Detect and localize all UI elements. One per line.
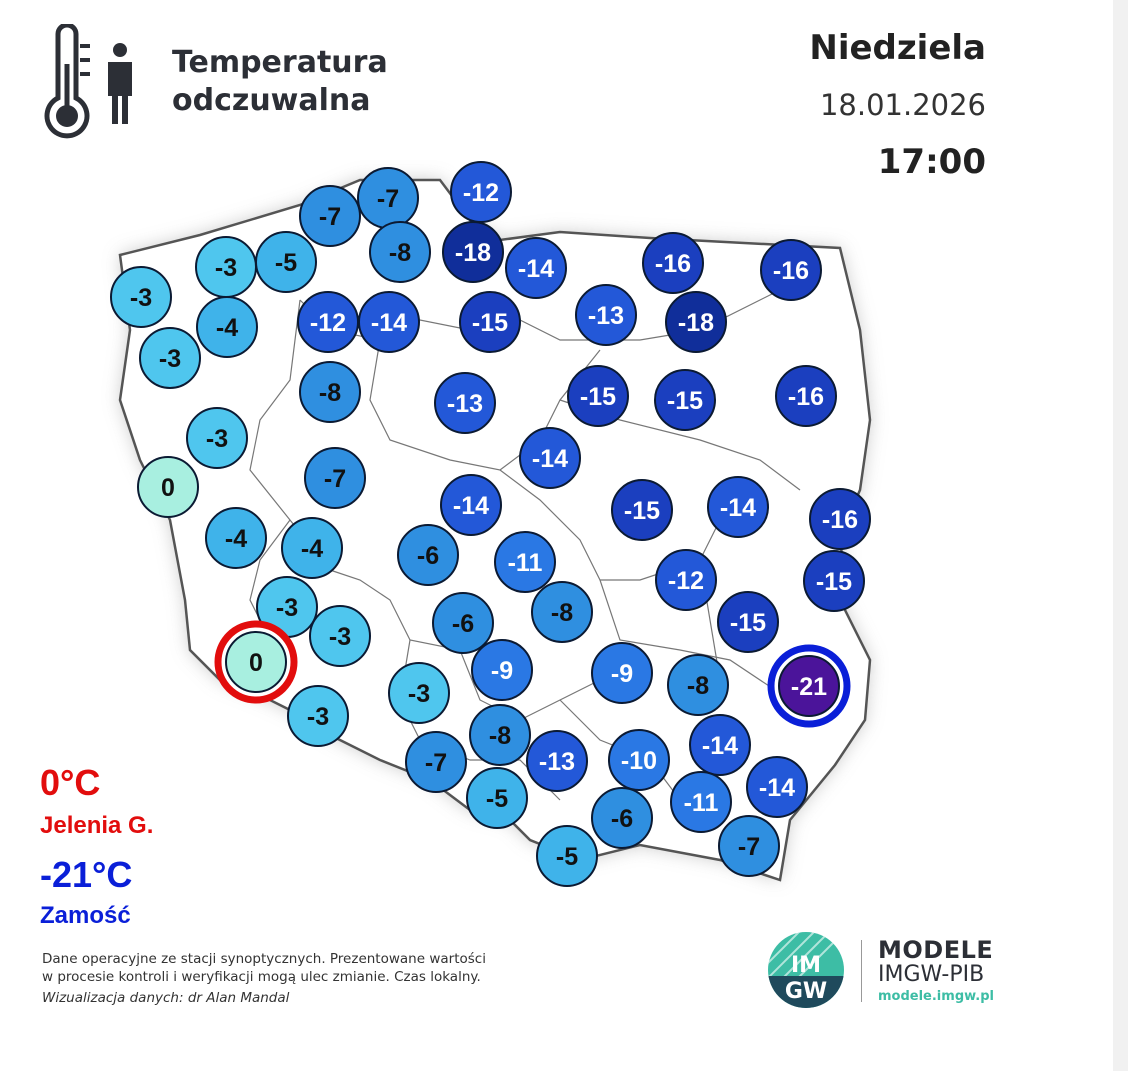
logo-text-top: IM [790, 953, 822, 978]
station-value: -14 [370, 309, 408, 337]
station-marker [527, 731, 587, 791]
station-marker [612, 480, 672, 540]
station-value: -3 [407, 680, 431, 708]
data-disclaimer [42, 950, 486, 986]
station-value: -7 [318, 203, 342, 231]
station-value: -3 [205, 425, 229, 453]
station-marker [810, 489, 870, 549]
brand-name: MODELE [878, 936, 994, 964]
station-marker [467, 768, 527, 828]
title-line-2: odczuwalna [172, 83, 371, 118]
station-marker [398, 525, 458, 585]
station-value: -7 [737, 833, 761, 861]
station-value: -14 [452, 492, 490, 520]
disclaimer-line-2: w procesie kontroli i weryfikacji mogą ulec zmianie. Czas lokalny. [42, 969, 481, 985]
station-value: -3 [275, 594, 299, 622]
station-value: -6 [451, 610, 475, 638]
station-value: -12 [462, 179, 500, 207]
station-value: -8 [550, 599, 574, 627]
station-value: -6 [610, 805, 634, 833]
station-marker [671, 772, 731, 832]
station-marker [305, 448, 365, 508]
station-marker [288, 686, 348, 746]
station-marker [718, 592, 778, 652]
station-value: -4 [300, 535, 324, 563]
station-marker [140, 328, 200, 388]
station-value: -9 [610, 660, 634, 688]
station-value: -15 [579, 383, 617, 411]
day-of-week: Niedziela [809, 28, 986, 68]
logo-divider [861, 940, 862, 1002]
station-marker [358, 168, 418, 228]
station-value: -7 [424, 749, 448, 777]
station-marker [300, 186, 360, 246]
disclaimer-line-1: Dane operacyjne ze stacji synoptycznych. Prezentowane wartości [42, 951, 486, 967]
station-value: -3 [158, 345, 182, 373]
station-marker [206, 508, 266, 568]
station-marker [609, 730, 669, 790]
station-marker [472, 640, 532, 700]
station-marker [495, 532, 555, 592]
station-marker [520, 428, 580, 488]
station-marker [592, 788, 652, 848]
station-value: -3 [214, 254, 238, 282]
station-value: -16 [654, 250, 692, 278]
station-value: -14 [517, 255, 555, 283]
station-value: -15 [729, 609, 767, 637]
station-value: -15 [666, 387, 704, 415]
station-marker [470, 705, 530, 765]
station-marker [300, 362, 360, 422]
station-value: -8 [488, 722, 512, 750]
station-marker [359, 292, 419, 352]
station-marker [111, 267, 171, 327]
station-value: -13 [538, 748, 576, 776]
min-temperature: -21°C [40, 854, 133, 895]
date: 18.01.2026 [819, 88, 986, 122]
station-marker [282, 518, 342, 578]
station-marker [460, 292, 520, 352]
station-value: -18 [454, 239, 492, 267]
scrollbar[interactable] [1113, 0, 1128, 1071]
station-marker [435, 373, 495, 433]
station-marker [537, 826, 597, 886]
station-value: -16 [821, 506, 859, 534]
station-marker [690, 715, 750, 775]
station-value: 0 [249, 649, 263, 677]
station-marker [568, 366, 628, 426]
station-value: -13 [446, 390, 484, 418]
station-value: -5 [485, 785, 509, 813]
logo-text-bottom: GW [784, 979, 828, 1004]
brand-org: IMGW-PIB [878, 962, 985, 987]
station-marker [506, 238, 566, 298]
max-temperature: 0°C [40, 762, 101, 803]
station-value: -4 [224, 525, 248, 553]
imgw-logo [766, 930, 846, 1010]
station-marker [441, 475, 501, 535]
station-value: -3 [328, 623, 352, 651]
min-temperature-city: Zamość [40, 902, 131, 929]
station-value: -3 [129, 284, 153, 312]
station-value: -14 [758, 774, 796, 802]
station-value: -7 [323, 465, 347, 493]
station-marker [406, 732, 466, 792]
station-value: -8 [318, 379, 342, 407]
station-value: -5 [555, 843, 579, 871]
station-value: -4 [215, 314, 239, 342]
station-value: -14 [701, 732, 739, 760]
station-marker [747, 757, 807, 817]
station-marker [668, 655, 728, 715]
brand-url[interactable]: modele.imgw.pl [878, 989, 994, 1004]
station-marker [443, 222, 503, 282]
station-marker [196, 237, 256, 297]
station-value: -11 [683, 789, 719, 817]
station-value: -8 [686, 672, 710, 700]
station-value: -10 [620, 747, 658, 775]
title-line-1: Temperatura [172, 45, 388, 80]
time: 17:00 [877, 142, 986, 182]
station-value: -21 [790, 673, 828, 701]
station-value: -6 [416, 542, 440, 570]
station-value: -18 [677, 309, 715, 337]
station-marker [776, 366, 836, 426]
station-marker [761, 240, 821, 300]
station-marker [708, 477, 768, 537]
station-marker [643, 233, 703, 293]
station-marker [719, 816, 779, 876]
station-marker [197, 297, 257, 357]
station-value: -9 [490, 657, 514, 685]
station-value: -12 [667, 567, 705, 595]
station-marker [370, 222, 430, 282]
station-value: -16 [787, 383, 825, 411]
station-value: -13 [587, 302, 625, 330]
station-value: 0 [161, 474, 175, 502]
station-marker [655, 370, 715, 430]
station-value: -14 [719, 494, 757, 522]
station-marker [592, 643, 652, 703]
station-value: -7 [376, 185, 400, 213]
station-marker [187, 408, 247, 468]
station-value: -15 [815, 568, 853, 596]
station-value: -12 [309, 309, 347, 337]
station-marker [804, 551, 864, 611]
station-value: -15 [471, 309, 509, 337]
station-value: -11 [507, 549, 543, 577]
station-value: -8 [388, 239, 412, 267]
station-marker [138, 457, 198, 517]
station-marker [256, 232, 316, 292]
station-value: -15 [623, 497, 661, 525]
station-value: -3 [306, 703, 330, 731]
max-temperature-city: Jelenia G. [40, 812, 154, 839]
station-marker [576, 285, 636, 345]
station-marker [218, 624, 294, 700]
station-marker [310, 606, 370, 666]
station-marker [389, 663, 449, 723]
station-marker [451, 162, 511, 222]
station-marker [656, 550, 716, 610]
station-marker [771, 648, 847, 724]
station-value: -14 [531, 445, 569, 473]
station-value: -5 [274, 249, 298, 277]
station-marker [433, 593, 493, 653]
station-marker [298, 292, 358, 352]
station-value: -16 [772, 257, 810, 285]
station-marker [666, 292, 726, 352]
station-marker [532, 582, 592, 642]
visualization-credit: Wizualizacja danych: dr Alan Mandal [42, 990, 290, 1006]
